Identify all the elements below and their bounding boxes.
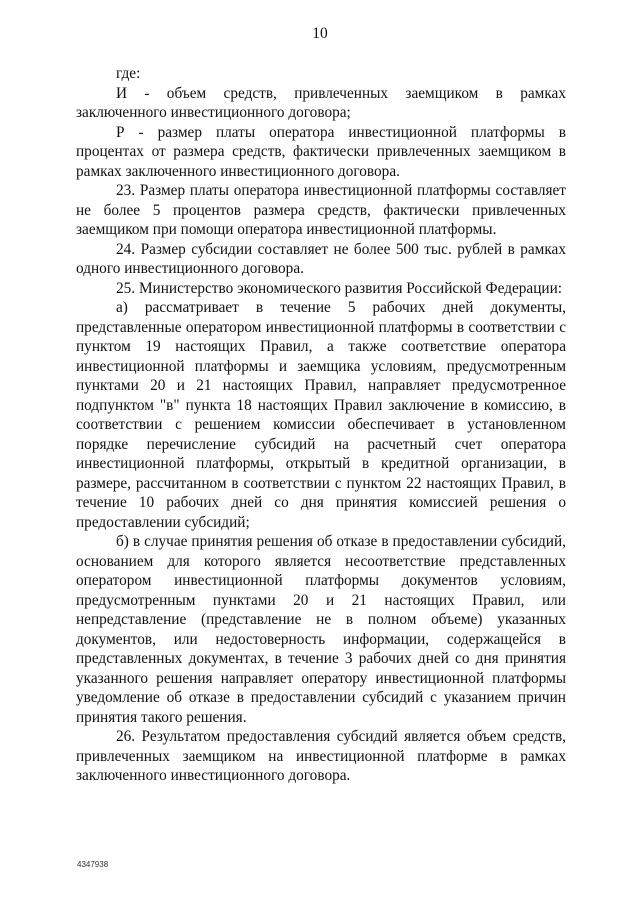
- paragraph-25: 25. Министерство экономического развития Российской Федерации:: [116, 279, 563, 297]
- paragraph-25-b: б) в случае принятия решения об отказе в предоставлении субсидий, основанием для которого является несоответствие представленных оператором инвестиционной платформы документов условиям, предусмотренным пунктами 20 и 21 настоящих Правил, или непредставление (представление не в полном объеме) указанных документов, или недостоверность информации, содержащейся в представленных документах, в течение 3 рабочих дней со дня принятия указанного решения направляет оператору инвестиционной платформы уведомление об отказе в предоставлении субсидий с указанием причин принятия такого решения.: [76, 533, 566, 726]
- paragraph-23: 23. Размер платы оператора инвестиционной платформы составляет не более 5 процентов размера средств, фактически привлеченных заемщиком при помощи оператора инвестиционной платформы.: [76, 182, 566, 238]
- document-id: 4347938: [77, 860, 109, 869]
- paragraph-where: где:: [116, 65, 141, 82]
- paragraph-24: 24. Размер субсидии составляет не более 500 тыс. рублей в рамках одного инвестиционного договора.: [76, 240, 566, 277]
- paragraph-definition-r: Р - размер платы оператора инвестиционной платформы в процентах от размера средств, фактически привлеченных заемщиком в рамках заключенного инвестиционного договора.: [76, 123, 566, 180]
- paragraph-26: 26. Результатом предоставления субсидий является объем средств, привлеченных заемщиком на инвестиционной платформе в рамках заключенного инвестиционного договора.: [76, 728, 566, 784]
- page-number: 10: [312, 25, 328, 42]
- paragraph-definition-i: И - объем средств, привлеченных заемщиком в рамках заключенного инвестиционного договора;: [76, 84, 566, 121]
- paragraph-25-a: а) рассматривает в течение 5 рабочих дней документы, представленные оператором инвестиционной платформы в соответствии с пунктом 19 настоящих Правил, а также соответствие оператора инвестиционной платформы и заемщика условиям, предусмотренным пунктами 20 и 21 настоящих Правил, направляет предусмотренное подпунктом "в" пункта 18 настоящих Правил заключение в комиссию, в соответствии с решением комиссии обеспечивает в установленном порядке перечисление субсидий на расчетный счет оператора инвестиционной платформы, открытый в кредитной организации, в размере, рассчитанном в соответствии с пунктом 22 настоящих Правил, в течение 10 рабочих дней со дня принятия комиссией решения о предоставлении субсидий;: [76, 299, 566, 531]
- document-body: [76, 64, 566, 786]
